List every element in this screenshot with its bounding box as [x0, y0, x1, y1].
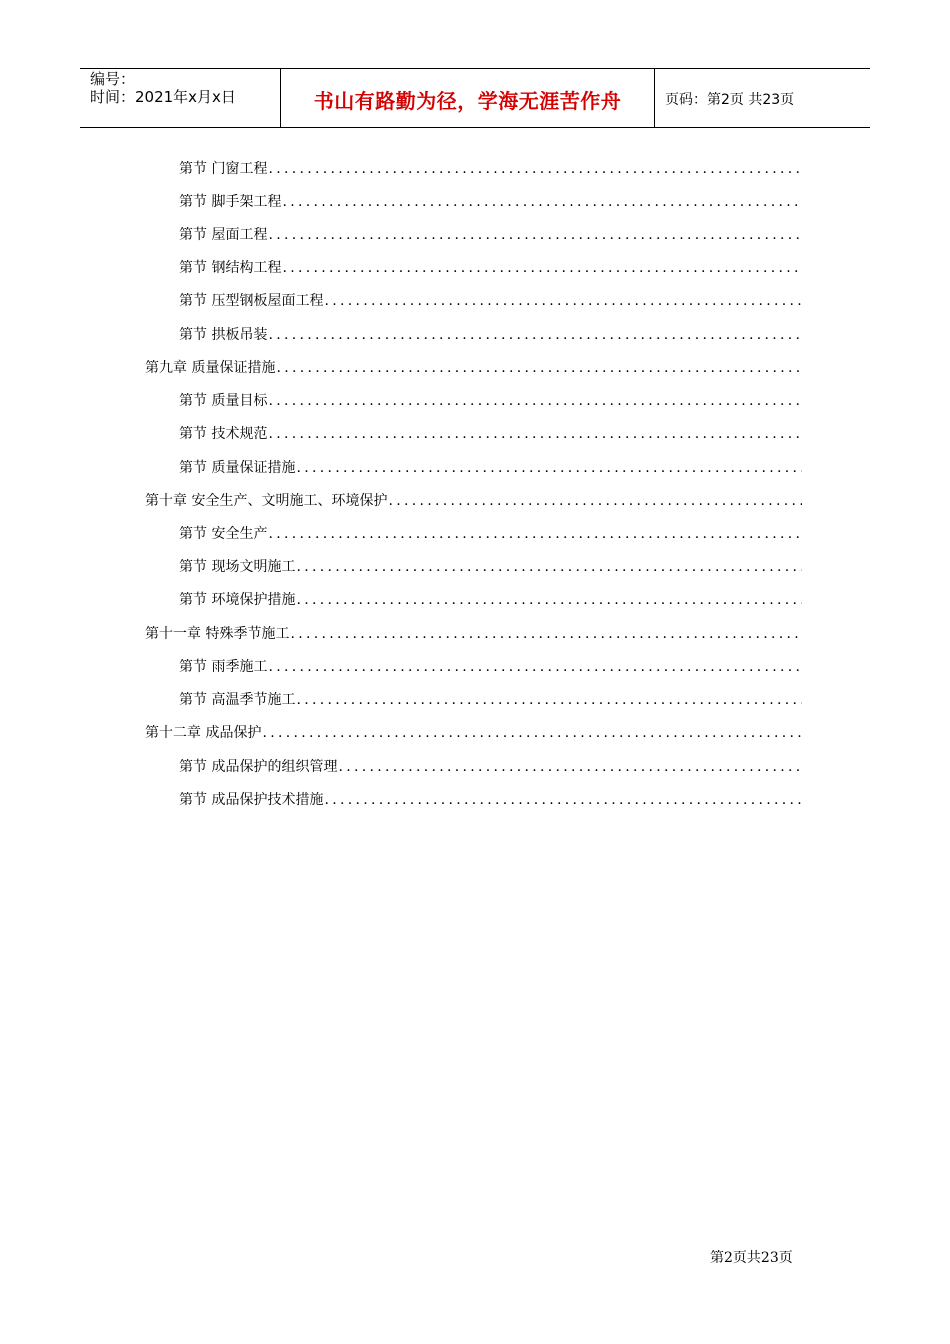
toc-leader-dots — [290, 626, 802, 642]
header-page-info: 页码：第2页 共23页 — [665, 92, 795, 108]
toc-leader-dots — [268, 161, 802, 177]
toc-entry[interactable] — [179, 457, 802, 477]
toc-entry-label: 第十二章 成品保护 — [145, 725, 262, 741]
toc-chapter-entry[interactable] — [145, 490, 802, 510]
toc-entry-label: 第节 质量保证措施 — [179, 460, 296, 476]
toc-entry-label: 第十一章 特殊季节施工 — [145, 626, 290, 642]
toc-entry[interactable] — [179, 257, 802, 277]
toc-entry[interactable] — [179, 789, 802, 809]
toc-entry[interactable] — [179, 556, 802, 576]
page-footer: 第2页共23页 — [710, 1250, 793, 1266]
toc-entry[interactable] — [179, 191, 802, 211]
toc-entry[interactable] — [179, 290, 802, 310]
toc-entry-label: 第节 环境保护措施 — [179, 592, 296, 608]
toc-entry-label: 第节 现场文明施工 — [179, 559, 296, 575]
toc-leader-dots — [296, 592, 802, 608]
toc-leader-dots — [262, 725, 802, 741]
toc-leader-dots — [268, 393, 802, 409]
toc-leader-dots — [282, 194, 802, 210]
toc-entry-label: 第节 压型钢板屋面工程 — [179, 293, 324, 309]
toc-entry[interactable] — [179, 689, 802, 709]
toc-entry[interactable] — [179, 756, 802, 776]
header-motto: 书山有路勤为径，学海无涯苦作舟 — [281, 69, 655, 127]
toc-entry[interactable] — [179, 423, 802, 443]
toc-entry-label: 第节 成品保护的组织管理 — [179, 759, 338, 775]
toc-entry-label: 第节 成品保护技术措施 — [179, 792, 324, 808]
toc-leader-dots — [268, 227, 802, 243]
toc-leader-dots — [388, 493, 802, 509]
toc-entry-label: 第十章 安全生产、文明施工、环境保护 — [145, 493, 388, 509]
toc-leader-dots — [338, 759, 802, 775]
date-label: 时间：2021年x月x日 — [90, 88, 236, 106]
toc-leader-dots — [296, 460, 802, 476]
toc-entry-label: 第节 脚手架工程 — [179, 194, 282, 210]
toc-entry-label: 第节 门窗工程 — [179, 161, 268, 177]
toc-entry[interactable] — [179, 656, 802, 676]
toc-entry[interactable] — [179, 589, 802, 609]
toc-leader-dots — [276, 360, 802, 376]
toc-leader-dots — [268, 426, 802, 442]
header-meta — [80, 69, 281, 127]
toc-entry-label: 第节 钢结构工程 — [179, 260, 282, 276]
toc-entry-label: 第节 高温季节施工 — [179, 692, 296, 708]
toc-entry-label: 第节 雨季施工 — [179, 659, 268, 675]
toc-leader-dots — [282, 260, 802, 276]
toc-chapter-entry[interactable] — [145, 357, 802, 377]
toc-leader-dots — [324, 792, 802, 808]
toc-entry-label: 第节 安全生产 — [179, 526, 268, 542]
toc-leader-dots — [296, 692, 802, 708]
toc-entry-label: 第节 屋面工程 — [179, 227, 268, 243]
serial-number-label: 编号： — [90, 70, 136, 88]
toc-entry-label: 第节 技术规范 — [179, 426, 268, 442]
toc-entry[interactable] — [179, 523, 802, 543]
toc-leader-dots — [296, 559, 802, 575]
toc-entry-label: 第节 拱板吊装 — [179, 327, 268, 343]
toc-leader-dots — [324, 293, 802, 309]
toc-leader-dots — [268, 526, 802, 542]
toc-leader-dots — [268, 659, 802, 675]
toc-chapter-entry[interactable] — [145, 722, 802, 742]
toc-entry[interactable] — [179, 390, 802, 410]
toc-entry-label: 第九章 质量保证措施 — [145, 360, 276, 376]
toc-entry-label: 第节 质量目标 — [179, 393, 268, 409]
toc-entry[interactable] — [179, 224, 802, 244]
toc-entry[interactable] — [179, 324, 802, 344]
page-header — [80, 68, 870, 128]
toc-entry[interactable] — [179, 158, 802, 178]
toc-leader-dots — [268, 327, 802, 343]
toc-chapter-entry[interactable] — [145, 623, 802, 643]
